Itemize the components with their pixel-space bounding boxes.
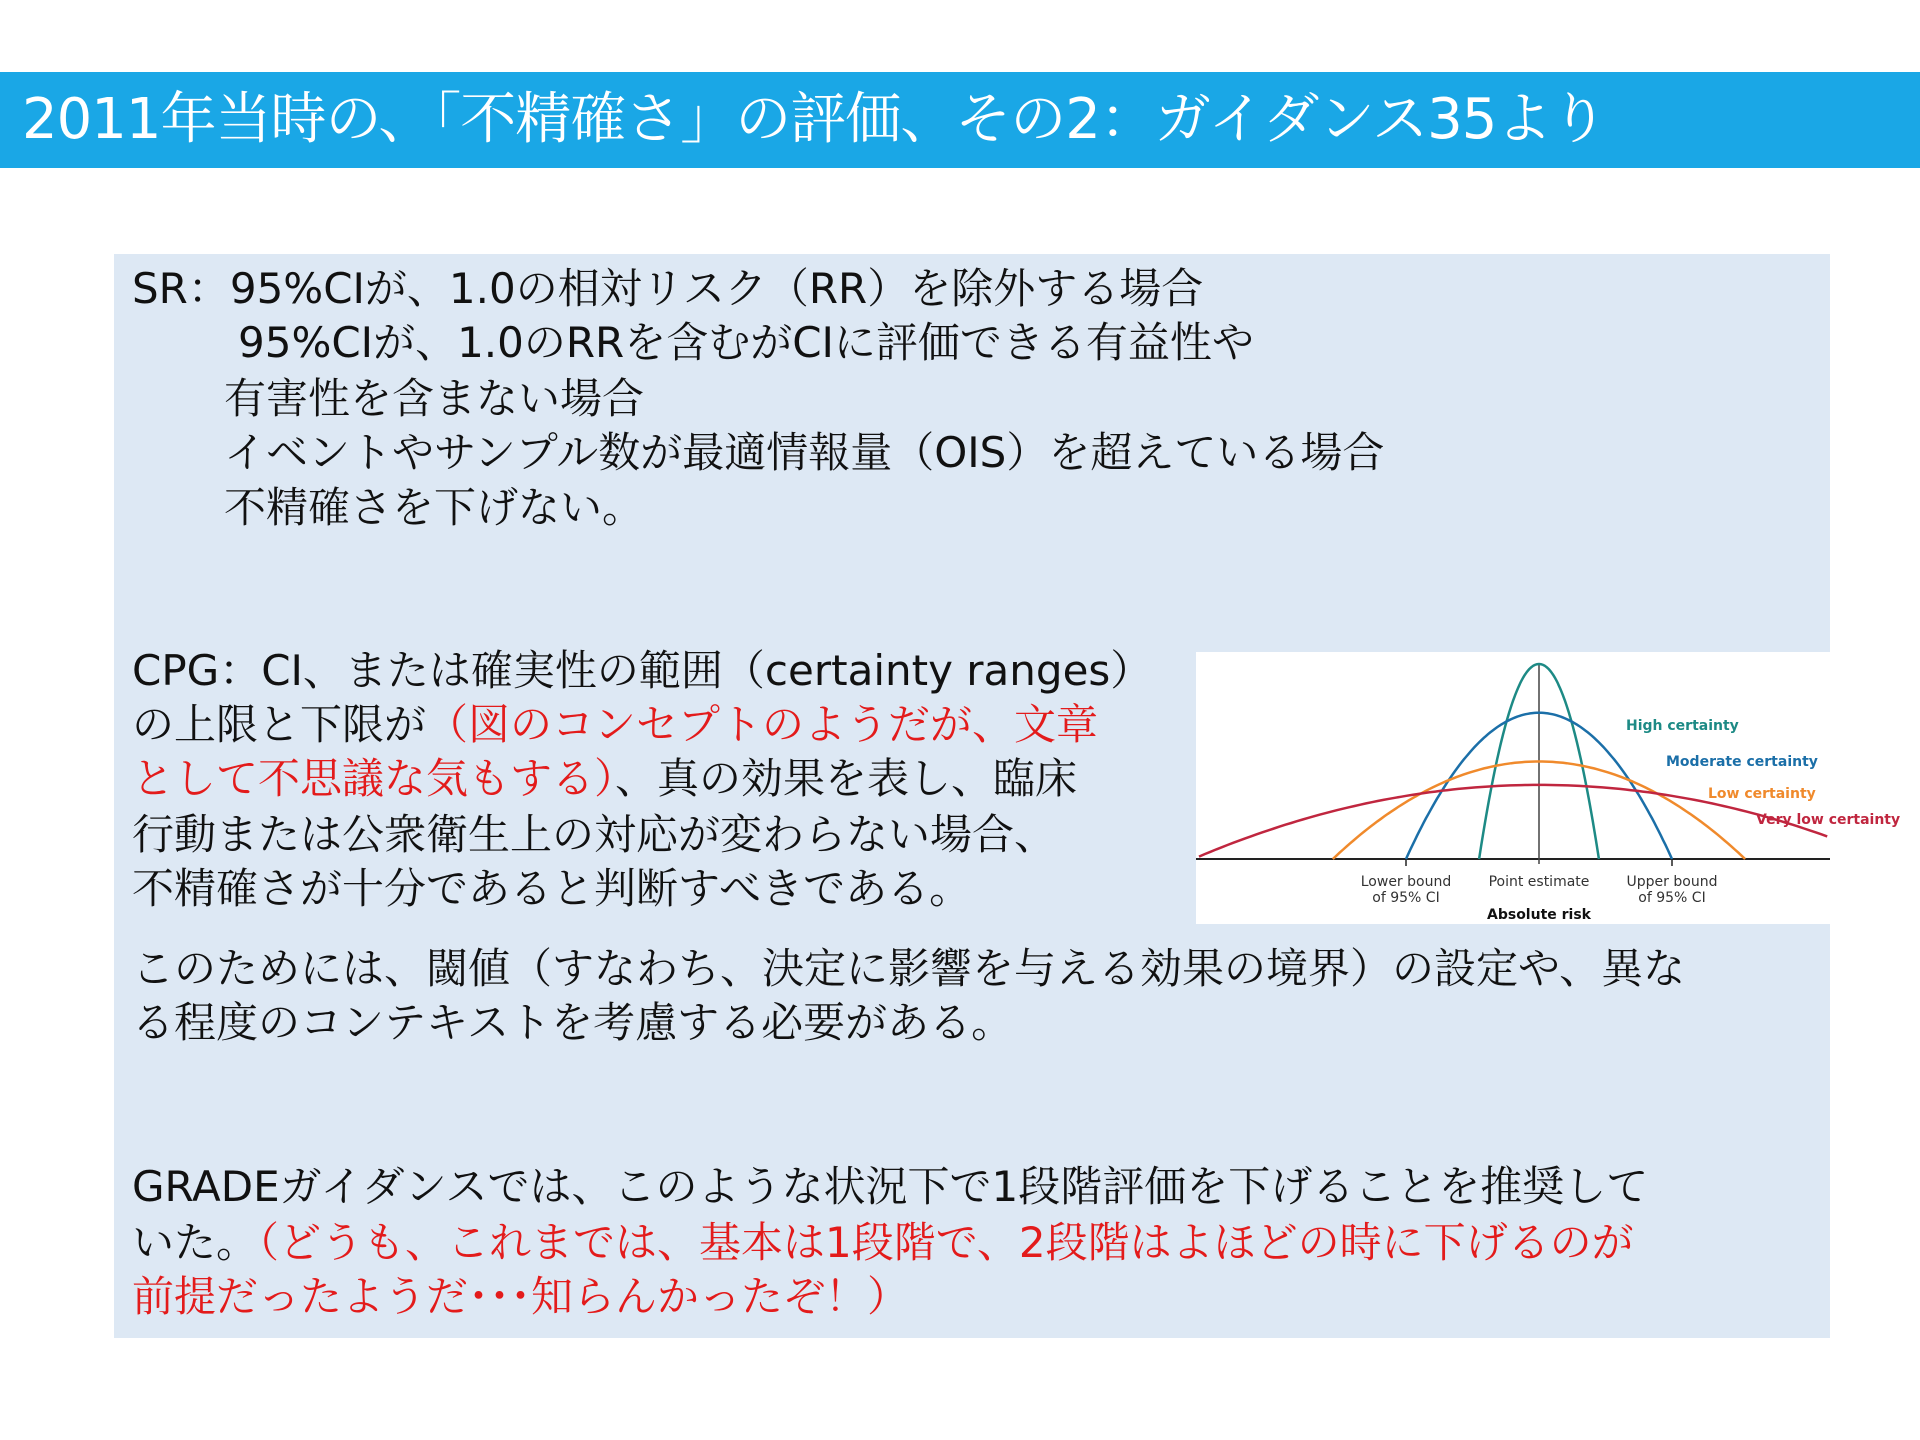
cpg-line-1: CPG：CI、または確実性の範囲（certainty ranges）	[132, 646, 1153, 695]
grade-line-2-note: （どうも、これまでは、基本は1段階で、2段階はよほどの時に下げるのが	[258, 1218, 1634, 1267]
grade-line-1: GRADEガイダンスでは、このような状況下で1段階評価を下げることを推奨して	[132, 1162, 1649, 1211]
upper-bound-label	[1622, 874, 1722, 906]
sr-line-4: イベントやサンプル数が最適情報量（OIS）を超えている場合	[224, 428, 1385, 477]
point-estimate-label: Point estimate	[1488, 874, 1590, 890]
sr-line-5: 不精確さを下げない。	[224, 483, 645, 532]
grade-line-2-text: いた。	[132, 1218, 259, 1267]
cpg-line-5: 不精確さが十分であると判断すべきである。	[132, 864, 972, 913]
cpg-line-3	[132, 752, 1077, 806]
grade-line-3: 前提だったようだ･･･知らんかったぞ！）	[132, 1272, 910, 1321]
grade-line-2	[132, 1216, 1634, 1270]
label-moderate-certainty: Moderate certainty	[1666, 754, 1818, 770]
lower-bound-line-1: Lower bound	[1360, 874, 1452, 890]
cpg-line-3-note: として不思議な気もする）	[132, 754, 616, 803]
label-low-certainty: Low certainty	[1708, 786, 1816, 802]
absolute-risk-label: Absolute risk	[1487, 907, 1591, 923]
cpg-line-2-text: の上限と下限が	[132, 700, 427, 749]
cpg-line-3-text: 、真の効果を表し、臨床	[615, 754, 1078, 803]
certainty-figure	[1196, 652, 1901, 924]
title-bar	[0, 72, 1920, 168]
sr-line-1: SR：95%CIが、1.0の相対リスク（RR）を除外する場合	[132, 264, 1204, 313]
threshold-line-2: る程度のコンテキストを考慮する必要がある。	[132, 998, 1014, 1047]
lower-bound-label	[1356, 874, 1456, 906]
sr-line-3: 有害性を含まない場合	[224, 374, 645, 423]
cpg-line-4: 行動または公衆衛生上の対応が変わらない場合、	[132, 810, 1057, 859]
upper-bound-line-1: Upper bound	[1626, 874, 1718, 890]
label-very-low-certainty: Very low certainty	[1756, 812, 1901, 828]
cpg-line-2-note: （図のコンセプトのようだが、文章	[426, 700, 1099, 749]
label-high-certainty: High certainty	[1626, 718, 1739, 734]
slide-title: 2011年当時の、「不精確さ」の評価、その2：ガイダンス35より	[22, 87, 1607, 152]
cpg-line-2	[132, 698, 1098, 752]
upper-bound-line-2: of 95% CI	[1638, 890, 1706, 906]
lower-bound-line-2: of 95% CI	[1372, 890, 1440, 906]
sr-line-2: 95%CIが、1.0のRRを含むがCIに評価できる有益性や	[238, 318, 1254, 367]
threshold-line-1: このためには、閾値（すなわち、決定に影響を与える効果の境界）の設定や、異な	[132, 944, 1686, 993]
